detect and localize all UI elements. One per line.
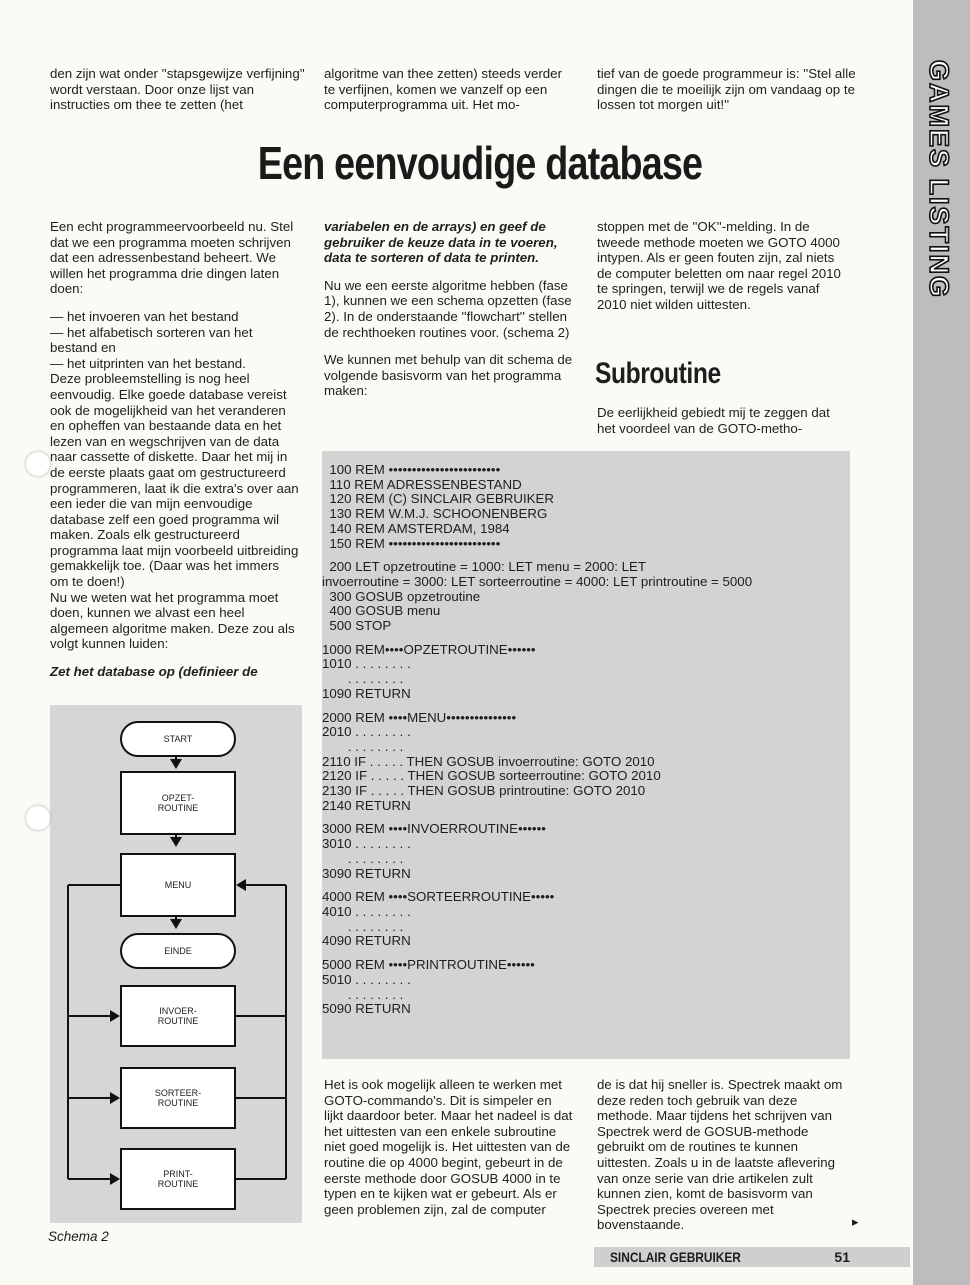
bottom-col-3-text: de is dat hij sneller is. Spectrek maakt om deze reden toch gebruik van deze methode. Maar tijdens het schrijven van Spectrek werd de GOSUB-methode gebruikt om de routines te kunnen uittesten. Zoals u in de laatste aflevering van onze serie van drie artikelen zult kunnen zien, komt de basisvorm van Spectrek precies overeen met bovenstaande. xyxy=(597,1077,843,1233)
header-col-3 xyxy=(597,66,859,113)
bottom-col-2-text: Het is ook mogelijk alleen te werken met GOTO-commando's. Dit is simpeler en lijkt daardoor beter. Maar het nadeel is dat het uittesten van een enkele subroutine niet goed mogelijk is. Het uittesten van de routine die op 4000 begint, gebeurt in de eerste methode door GOSUB 4000 in te typen en te kijken wat er gebeurt. Als er geen problemen zijn, zal de computer xyxy=(324,1077,573,1217)
listing-line: 3090 RETURN xyxy=(322,865,411,881)
listing-line: 1090 RETURN xyxy=(322,685,411,701)
footer-page-number: 51 xyxy=(834,1249,850,1265)
sidebar-label xyxy=(924,60,954,400)
listing-line: 200 LET opzetroutine = 1000: LET menu = 2000: LET xyxy=(322,559,647,575)
listing-line: 1000 REM••••OPZETROUTINE•••••• xyxy=(322,641,536,657)
header-col-2 xyxy=(324,66,574,113)
flow-opzet-label: OPZET- ROUTINE xyxy=(157,793,199,813)
listing-line: 2000 REM ••••MENU••••••••••••••• xyxy=(322,709,517,725)
listing-line: 2010 . . . . . . . . xyxy=(322,724,411,740)
flow-sorteer-label: SORTEER- ROUTINE xyxy=(154,1088,202,1108)
col1-list: — het invoeren van het bestand — het alfabetisch sorteren van het bestand en — het uitprinten van het bestand. xyxy=(50,308,253,371)
listing-line: 110 REM ADRESSENBESTAND xyxy=(322,476,522,492)
listing-line: . . . . . . . . xyxy=(322,850,404,866)
col1-para-4: Nu we weten wat het programma moet doen, kunnen we alvast een heel algemeen algoritme maken. Deze zou als volgt kunnen luiden: xyxy=(50,589,295,652)
flow-opzetroutine xyxy=(120,771,236,835)
flow-sorteerroutine xyxy=(120,1067,236,1129)
article-col-1 xyxy=(50,219,300,680)
article-title: Een eenvoudige database xyxy=(257,137,703,189)
col1-para-1: Een echt programmeervoorbeeld nu. Stel dat we een programma moeten schrijven dat een adressenbestand beheert. We willen het programma drie dingen laten doen: xyxy=(50,219,294,297)
listing-line: 3000 REM ••••INVOERROUTINE•••••• xyxy=(322,821,546,837)
flow-menu-label: MENU xyxy=(164,880,192,890)
col2-para-2: Nu we een eerste algoritme hebben (fase 1), kunnen we een schema opzetten (fase 2). In de onderstaande ''flowchart'' stellen de rechthoeken routines voor. (schema 2) xyxy=(324,277,572,340)
listing-line: 500 STOP xyxy=(322,618,392,634)
listing-line: 2130 IF . . . . . THEN GOSUB printroutine: GOTO 2010 xyxy=(322,783,646,799)
header-col-3-text: tief van de goede programmeur is: ''Stel alle dingen die te moeilijk zijn om vandaag op te lossen tot morgen uit!'' xyxy=(597,66,856,113)
binder-hole xyxy=(26,452,50,476)
svg-text:GAMES LISTING: GAMES LISTING xyxy=(924,60,954,300)
listing-line: 300 GOSUB opzetroutine xyxy=(322,588,481,604)
flow-einde xyxy=(120,933,236,969)
listing-line: 2110 IF . . . . . THEN GOSUB invoerroutine: GOTO 2010 xyxy=(322,753,655,769)
article-col-3 xyxy=(597,219,852,313)
flow-invoerroutine xyxy=(120,985,236,1047)
listing-line: . . . . . . . . xyxy=(322,671,404,687)
flow-start xyxy=(120,721,236,757)
flow-print-label: PRINT- ROUTINE xyxy=(157,1169,199,1189)
listing-line: 5000 REM ••••PRINTROUTINE•••••• xyxy=(322,957,535,973)
program-listing xyxy=(322,451,850,1059)
listing-line: . . . . . . . . xyxy=(322,918,404,934)
article-col-3b xyxy=(597,405,852,436)
col3-para-2: De eerlijkheid gebiedt mij te zeggen dat het voordeel van de GOTO-metho- xyxy=(597,405,830,436)
listing-line: . . . . . . . . xyxy=(322,738,404,754)
listing-line: 150 REM •••••••••••••••••••••••• xyxy=(322,535,501,551)
subhead-subroutine: Subroutine xyxy=(595,357,721,390)
listing-line: 130 REM W.M.J. SCHOONENBERG xyxy=(322,506,548,522)
listing-line: 2120 IF . . . . . THEN GOSUB sorteerroutine: GOTO 2010 xyxy=(322,768,661,784)
listing-line: invoerroutine = 3000: LET sorteerroutine = 4000: LET printroutine = 5000 xyxy=(322,573,753,589)
listing-line: 2140 RETURN xyxy=(322,797,411,813)
flow-start-label: START xyxy=(163,734,193,744)
listing-line: 3010 . . . . . . . . xyxy=(322,836,411,852)
flowchart-schema-2 xyxy=(50,705,302,1223)
listing-line: 4010 . . . . . . . . xyxy=(322,903,411,919)
header-col-1-text: den zijn wat onder ''stapsgewijze verfijning'' wordt verstaan. Door onze lijst van instructies om thee te zetten (het xyxy=(50,66,305,113)
binder-hole xyxy=(26,806,50,830)
flow-menu xyxy=(120,853,236,917)
listing-line: 5090 RETURN xyxy=(322,1001,411,1017)
flow-einde-label: EINDE xyxy=(164,946,192,956)
col3-para-1: stoppen met de ''OK''-melding. In de tweede methode moeten we GOTO 4000 intypen. Als er geen fouten zijn, zal niets de computer beletten om naar regel 2010 te springen, terwijl we de regels vanaf 2010 niet wilden uittesten. xyxy=(597,219,841,312)
listing-line: . . . . . . . . xyxy=(322,986,404,1002)
header-col-1 xyxy=(50,66,305,113)
flow-invoer-label: INVOER- ROUTINE xyxy=(157,1006,199,1026)
article-col-2 xyxy=(324,219,574,399)
page-footer xyxy=(594,1247,910,1267)
flow-printroutine xyxy=(120,1148,236,1210)
bottom-col-2 xyxy=(324,1077,574,1217)
footer-publication: SINCLAIR GEBRUIKER xyxy=(610,1249,741,1265)
header-col-2-text: algoritme van thee zetten) steeds verder te verfijnen, komen we vanzelf op een computerprogramma uit. Het mo- xyxy=(324,66,562,113)
col2-para-3: We kunnen met behulp van dit schema de volgende basisvorm van het programma maken: xyxy=(324,352,573,399)
listing-line: 4000 REM ••••SORTEERROUTINE••••• xyxy=(322,889,555,905)
col1-para-3: Deze probleemstelling is nog heel eenvoudig. Elke goede database vereist ook de mogelijkheid van het veranderen en opheffen van bestaande data en het lezen van en wegschrijven van de data naar cassette of diskette. Daar het mij in de eerste plaats gaat om gestructureerd programmeren, laat ik die extra's over aan een ieder die van mijn eenvoudige database zelf een goed programma wil maken. Zoals elk gestructureerd programma laat mijn voorbeeld uitbreiding gemakkelijk toe. (Daar was het immers om te doen!) xyxy=(50,371,299,590)
col1-algorithm-start: Zet het database op (definieer de xyxy=(50,664,258,680)
continue-arrow-icon: ▸ xyxy=(852,1214,859,1229)
col2-algorithm: variabelen en de arrays) en geef de gebruiker de keuze data in te voeren, data te sorteren of data te printen. xyxy=(324,219,558,266)
listing-line: 100 REM •••••••••••••••••••••••• xyxy=(322,462,501,477)
bottom-col-3 xyxy=(597,1077,853,1233)
listing-line: 140 REM AMSTERDAM, 1984 xyxy=(322,520,510,536)
listing-line: 120 REM (C) SINCLAIR GEBRUIKER xyxy=(322,491,555,507)
listing-lines xyxy=(322,463,842,1017)
flowchart-caption: Schema 2 xyxy=(48,1229,109,1244)
listing-line: 400 GOSUB menu xyxy=(322,603,441,619)
listing-line: 4090 RETURN xyxy=(322,933,411,949)
listing-line: 1010 . . . . . . . . xyxy=(322,656,411,672)
listing-line: 5010 . . . . . . . . xyxy=(322,971,411,987)
